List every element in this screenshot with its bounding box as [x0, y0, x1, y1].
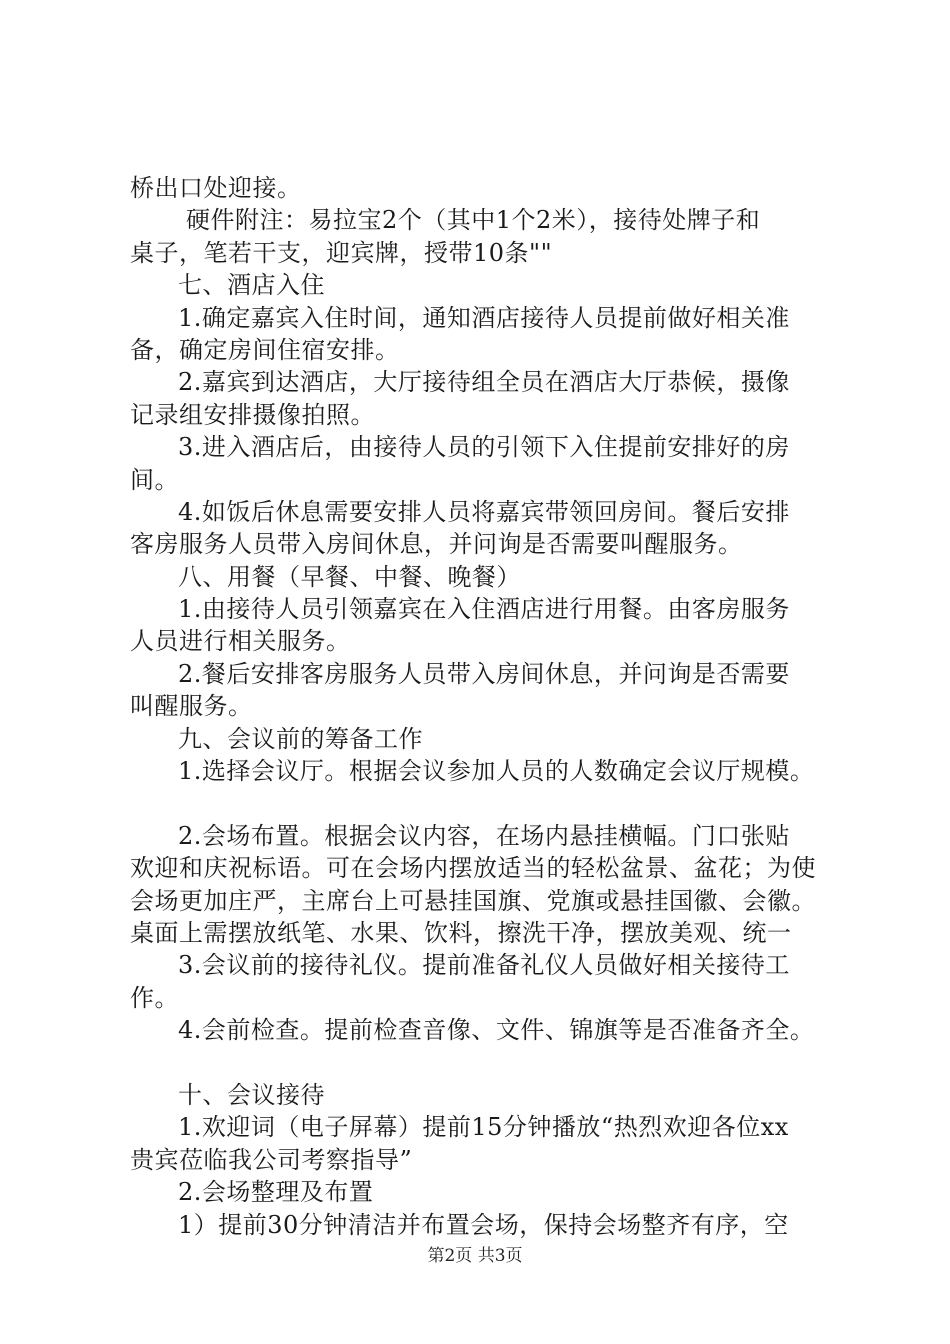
text-line: 备，确定房间住宿安排。 — [130, 335, 400, 364]
page-number-footer: 第2页 共3页 — [427, 1246, 523, 1266]
section-heading: 八、用餐（早餐、中餐、晚餐） — [178, 562, 521, 591]
text-line: 人员进行相关服务。 — [130, 627, 351, 656]
text-line: 2.会场整理及布置 — [178, 1178, 374, 1207]
document-body — [130, 172, 835, 1241]
text-line: 间。 — [130, 465, 179, 494]
text-line: 叫醒服务。 — [130, 692, 253, 721]
text-line: 客房服务人员带入房间休息，并问询是否需要叫醒服务。 — [130, 530, 743, 559]
text-line: 2.会场布置。根据会议内容，在场内悬挂横幅。门口张贴 — [178, 821, 790, 850]
blank-line — [130, 1047, 835, 1079]
text-line: 作。 — [130, 983, 179, 1012]
section-heading: 七、酒店入住 — [178, 271, 325, 300]
text-line: 4.如饭后休息需要安排人员将嘉宾带领回房间。餐后安排 — [178, 497, 790, 526]
text-line: 2.餐后安排客房服务人员带入房间休息，并问询是否需要 — [178, 659, 790, 688]
text-line: 记录组安排摄像拍照。 — [130, 400, 375, 429]
text-line: 2.嘉宾到达酒店，大厅接待组全员在酒店大厅恭候，摄像 — [178, 368, 790, 397]
text-line: 4.会前检查。提前检查音像、文件、锦旗等是否准备齐全。 — [178, 1016, 815, 1045]
section-heading: 九、会议前的筹备工作 — [178, 724, 423, 753]
text-line: 桌子，笔若干支，迎宾牌，授带10条"" — [130, 238, 553, 267]
text-line: 贵宾莅临我公司考察指导” — [130, 1145, 413, 1174]
text-line: 1.欢迎词（电子屏幕）提前15分钟播放“热烈欢迎各位xx — [178, 1113, 789, 1142]
text-line: 1.选择会议厅。根据会议参加人员的人数确定会议厅规模。 — [178, 757, 815, 786]
text-line: 桌面上需摆放纸笔、水果、饮料，擦洗干净，摆放美观、统一 — [130, 918, 792, 947]
blank-line — [130, 787, 835, 819]
text-line: 3.进入酒店后，由接待人员的引领下入住提前安排好的房 — [178, 433, 790, 462]
text-line: 1）提前30分钟清洁并布置会场，保持会场整齐有序，空 — [178, 1210, 789, 1239]
text-line: 桥出口处迎接。 — [130, 174, 302, 202]
text-line: 3.会议前的接待礼仪。提前准备礼仪人员做好相关接待工 — [178, 951, 790, 980]
text-line: 1.确定嘉宾入住时间，通知酒店接待人员提前做好相关准 — [178, 303, 790, 332]
text-line: 欢迎和庆祝标语。可在会场内摆放适当的轻松盆景、盆花；为使 — [130, 854, 816, 883]
text-line: 硬件附注：易拉宝2个（其中1个2米），接待处牌子和 — [186, 206, 761, 235]
text-line: 会场更加庄严，主席台上可悬挂国旗、党旗或悬挂国徽、会徽。 — [130, 886, 816, 915]
section-heading: 十、会议接待 — [178, 1080, 325, 1109]
text-line: 1.由接待人员引领嘉宾在入住酒店进行用餐。由客房服务 — [178, 595, 790, 624]
